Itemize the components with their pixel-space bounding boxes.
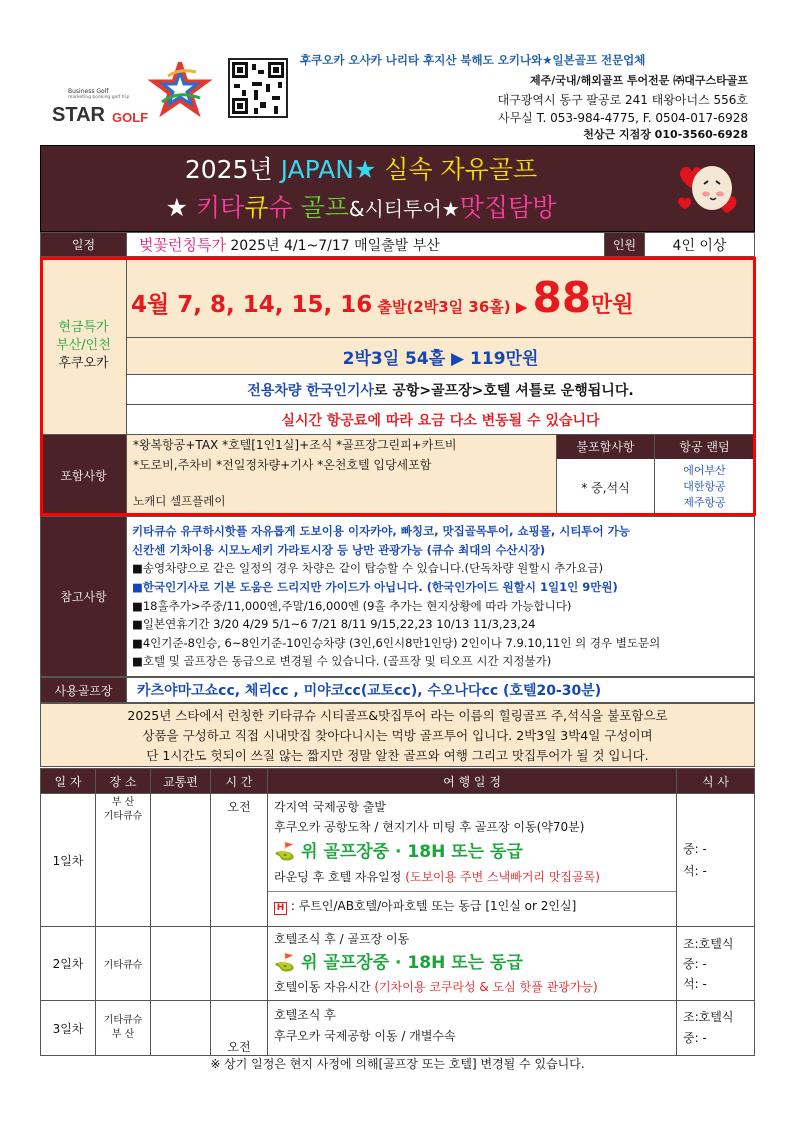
golf-flag-icon: ⛳ <box>274 842 296 862</box>
logo-golf-text: GOLF <box>112 110 149 125</box>
excluded-cell <box>557 435 655 516</box>
courses-label: 사용골프장 <box>41 678 127 703</box>
title-shu: 슈 <box>268 193 293 222</box>
intro-line-1: 2025년 스타에서 런칭한 키타큐슈 시티골프&맛집투어 라는 이름의 힐링골프 주,석식을 불포함으로 <box>127 708 668 723</box>
note-5: ■18홀추가>주중/11,000엔,주말/16,000엔 (9홀 추가는 현지상황에 따라 가능합니다) <box>132 598 572 613</box>
day-2-row <box>41 927 755 1001</box>
title-kyu: 큐 <box>244 193 269 222</box>
note-2: 신칸센 기차이용 시모노세키 가라토시장 등 낭만 관광가능 (큐슈 최대의 수산시장) <box>132 542 546 557</box>
title-star: ★ <box>165 193 197 222</box>
day-3-place-1: 기타큐슈 <box>103 1015 143 1026</box>
included-line-1: *왕복항공+TAX *호텔[1인1실]+조식 *골프장그린피+카트비 <box>133 438 457 452</box>
note-6: ■일본연휴기간 3/20 4/29 5/1~6 7/21 8/11 9/15,22,23 10/13 11/3,23,24 <box>132 617 536 632</box>
price-row-1 <box>127 258 755 338</box>
notes-content <box>127 517 755 677</box>
price-row-3 <box>127 375 755 405</box>
destinations-banner: 후쿠오카 오사카 나리타 후지산 북해도 오키나와★일본골프 전문업체 <box>300 53 646 67</box>
note-8: ■호텔 및 골프장은 동급으로 변경될 수 있습니다. (골프장 및 티오프 시간 지정불가) <box>132 654 552 669</box>
people-label: 인원 <box>605 233 645 257</box>
price-label-route: 부산/인천 <box>56 338 111 353</box>
itinerary-table <box>40 768 755 1056</box>
day-2-a: 호텔조식 후 / 골프장 이동 <box>274 932 410 946</box>
price-table <box>40 257 755 516</box>
day-2-b <box>274 977 676 997</box>
note-7: ■4인기준-8인승, 6~8인기준-10인승차량 (3인,6인시8만1인당) 2인이나 7.9.10,11인 의 경우 별도문의 <box>132 635 661 650</box>
title-golf-type: 실속 자유골프 <box>376 155 538 184</box>
day-1-c1: 라운딩 후 호텔 자유일정 <box>274 870 406 884</box>
title-year: 2025년 <box>184 155 281 184</box>
courses-value: 카츠야마고쇼cc, 체리cc , 미야코cc(교토cc), 수오나다cc (호텔20-30분) <box>127 678 755 703</box>
included-line-3: 노캐디 셀프플레이 <box>133 494 226 508</box>
footer-note: ※ 상기 일정은 현지 사정에 의해[골프장 또는 호텔] 변경될 수 있습니다. <box>210 1057 585 1071</box>
logo-star-text: STAR <box>52 104 105 126</box>
day-2-time <box>211 927 268 1001</box>
hotel-icon: H <box>274 902 287 915</box>
heart-face-icon <box>674 154 744 224</box>
day-1-a: 각지역 국제공항 출발 <box>274 800 386 814</box>
day-3-place <box>96 1001 151 1056</box>
price-label-cash: 현금특가 <box>58 320 109 335</box>
header-day: 일 자 <box>41 769 96 794</box>
people-value: 4인 이상 <box>645 233 755 257</box>
note-3: ■송영차량으로 같은 일정의 경우 차량은 같이 탑승할 수 있습니다.(단독차량 원할시 추가요금) <box>132 561 604 576</box>
day-1-row <box>41 794 755 927</box>
header-time: 시 간 <box>211 769 268 794</box>
day-1-place-2: 기타큐슈 <box>103 811 143 822</box>
airline-1: 에어부산 <box>683 464 726 477</box>
day-3-transport <box>151 1001 211 1056</box>
schedule-table <box>40 232 755 257</box>
header-meal: 식 사 <box>677 769 755 794</box>
day-1-time: 오전 <box>211 794 268 927</box>
title-golf: 골프 <box>292 193 349 222</box>
intro-line-2: 상품을 구성하고 직접 시내맛집 찾아다니시는 먹방 골프투어 입니다. 2박3일 3박4일 구성이며 <box>142 728 653 743</box>
vehicle-text: 전용차량 한국인기사 <box>247 382 374 399</box>
schedule-period <box>127 233 605 257</box>
notes-table <box>40 516 755 677</box>
day-2-meal-1: 조:호텔식 <box>683 936 734 951</box>
day-2-b2: (기차이용 코쿠라성 & 도심 핫플 관광가능) <box>374 980 598 994</box>
day-1-b: 후쿠오카 공항도착 / 현지기사 미팅 후 골프장 이동(약70분) <box>274 820 585 834</box>
price-label <box>41 258 127 435</box>
shuttle-text: 로 공항>골프장>호텔 셔틀로 운행됩니다. <box>373 382 634 399</box>
title-city: &시티투어★ <box>348 197 460 221</box>
day-1-place <box>96 794 151 927</box>
day-2-golf <box>274 949 676 977</box>
title-line-1 <box>41 150 681 186</box>
day-2-b1: 호텔이동 자유시간 <box>274 980 375 994</box>
day-3-schedule <box>268 1001 677 1056</box>
airline-cell <box>655 435 755 516</box>
day-1-hotel-text: : 루트인/AB호텔/아파호텔 또는 동급 [1인실 or 2인실] <box>287 899 577 913</box>
note-1: 키타큐슈 유쿠하시핫플 자유롭게 도보이용 이자카야, 빠칭코, 맛집골목투어, 쇼핑몰, 시티투어 가능 <box>132 524 630 539</box>
day-1-c2: (도보이용 주변 스낵빠거리 맛집골목) <box>405 870 600 884</box>
excluded-value: * 중,석식 <box>581 481 630 495</box>
price-unit: 만원 <box>591 293 634 318</box>
day-3-place-2: 부 산 <box>111 1029 135 1040</box>
day-2-meal-3: 석: - <box>683 976 707 991</box>
airline-label: 항공 랜덤 <box>655 435 754 459</box>
header-transport: 교통편 <box>151 769 211 794</box>
departure-dates: 4월 7, 8, 14, 15, 16 <box>131 292 373 318</box>
day-3-label: 3일차 <box>41 1001 96 1056</box>
title-food: 맛집탐방 <box>459 193 557 222</box>
title-japan: JAPAN★ <box>280 155 377 184</box>
day-1-meal-1: 중: - <box>683 842 707 856</box>
airline-list <box>655 459 754 511</box>
day-2-place: 기타큐슈 <box>96 927 151 1001</box>
day-3-row <box>41 1001 755 1056</box>
header-place: 장 소 <box>96 769 151 794</box>
price-row-2: 2박3일 54홀 ▶ 119만원 <box>127 338 755 375</box>
header-schedule: 여 행 일 정 <box>268 769 677 794</box>
departure-detail: 출발(2박3일 36홀) ▶ <box>372 298 533 316</box>
day-3-a: 호텔조식 후 <box>274 1008 336 1022</box>
day-2-meal <box>677 927 755 1001</box>
day-1-label: 1일차 <box>41 794 96 927</box>
day-1-schedule <box>268 794 677 927</box>
day-1-golf <box>274 837 676 867</box>
qr-code[interactable] <box>228 58 288 118</box>
day-3-b: 후쿠오카 국제공항 이동 / 개별수속 <box>274 1029 456 1043</box>
day-2-golf-text: 위 골프장중 · 18H 또는 동급 <box>301 953 523 973</box>
day-3-meal-1: 조:호텔식 <box>683 1010 734 1024</box>
intro-box <box>40 703 755 767</box>
price-row-4: 실시간 항공료에 따라 요금 다소 변동될 수 있습니다 <box>127 405 755 435</box>
promo-label: 벚꽃런칭특가 <box>139 236 226 254</box>
included-items <box>127 435 557 516</box>
day-3-meal-2: 중: - <box>683 1031 707 1045</box>
day-3-time: 오전 <box>211 1001 268 1056</box>
airline-2: 대한항공 <box>683 480 726 493</box>
price-88: 88 <box>532 273 592 322</box>
address: 대구광역시 동구 팔공로 241 태왕아너스 556호 <box>497 93 748 107</box>
intro-line-3: 단 1시간도 헛되이 쓰질 않는 짧지만 정말 알찬 골프와 여행 그리고 맛집투어가 될 것 입니다. <box>146 748 649 763</box>
day-2-schedule <box>268 927 677 1001</box>
period-text: 2025년 4/1~7/17 매일출발 부산 <box>225 238 440 254</box>
title-line-2 <box>41 188 681 224</box>
star-golf-logo <box>50 62 220 132</box>
golf-flag-icon: ⛳ <box>274 953 296 973</box>
day-1-transport <box>151 794 211 927</box>
day-2-transport <box>151 927 211 1001</box>
day-1-meal <box>677 794 755 927</box>
excluded-label: 불포함사항 <box>557 435 654 459</box>
airline-3: 제주항공 <box>683 496 726 509</box>
company-line: 제주/국내/해외골프 투어전문 ㈜대구스타골프 <box>530 74 748 87</box>
title-kita: 키타 <box>196 193 245 222</box>
day-3-meal <box>677 1001 755 1056</box>
included-line-2: *도로비,주차비 *전일정차량+기사 *온천호텔 입당세포함 <box>133 458 432 472</box>
notes-label: 참고사항 <box>41 517 127 677</box>
courses-table <box>40 677 755 703</box>
logo-tagline: Business Golf <box>68 88 109 95</box>
branch-contact: 천상근 지점장 010-3560-6928 <box>583 128 748 141</box>
day-1-place-1: 부 산 <box>111 797 135 808</box>
day-1-hotel <box>268 891 676 916</box>
day-2-label: 2일차 <box>41 927 96 1001</box>
note-4: ■한국인기사로 기본 도움은 드리지만 가이드가 아닙니다. (한국인가이드 원할시 1일1인 9만원) <box>132 579 618 594</box>
price-label-dest: 후쿠오카 <box>58 356 109 371</box>
logo-subtagline: marketing booking golf trip <box>68 95 130 100</box>
title-banner <box>40 145 755 232</box>
day-1-meal-2: 석: - <box>683 864 707 878</box>
day-1-golf-text: 위 골프장중 · 18H 또는 동급 <box>301 842 523 862</box>
included-label: 포함사항 <box>41 435 127 516</box>
day-1-c <box>274 867 676 887</box>
schedule-label: 일정 <box>41 233 127 257</box>
day-2-meal-2: 중: - <box>683 956 707 971</box>
office-contact: 사무실 T. 053-984-4775, F. 0504-017-6928 <box>497 111 748 125</box>
